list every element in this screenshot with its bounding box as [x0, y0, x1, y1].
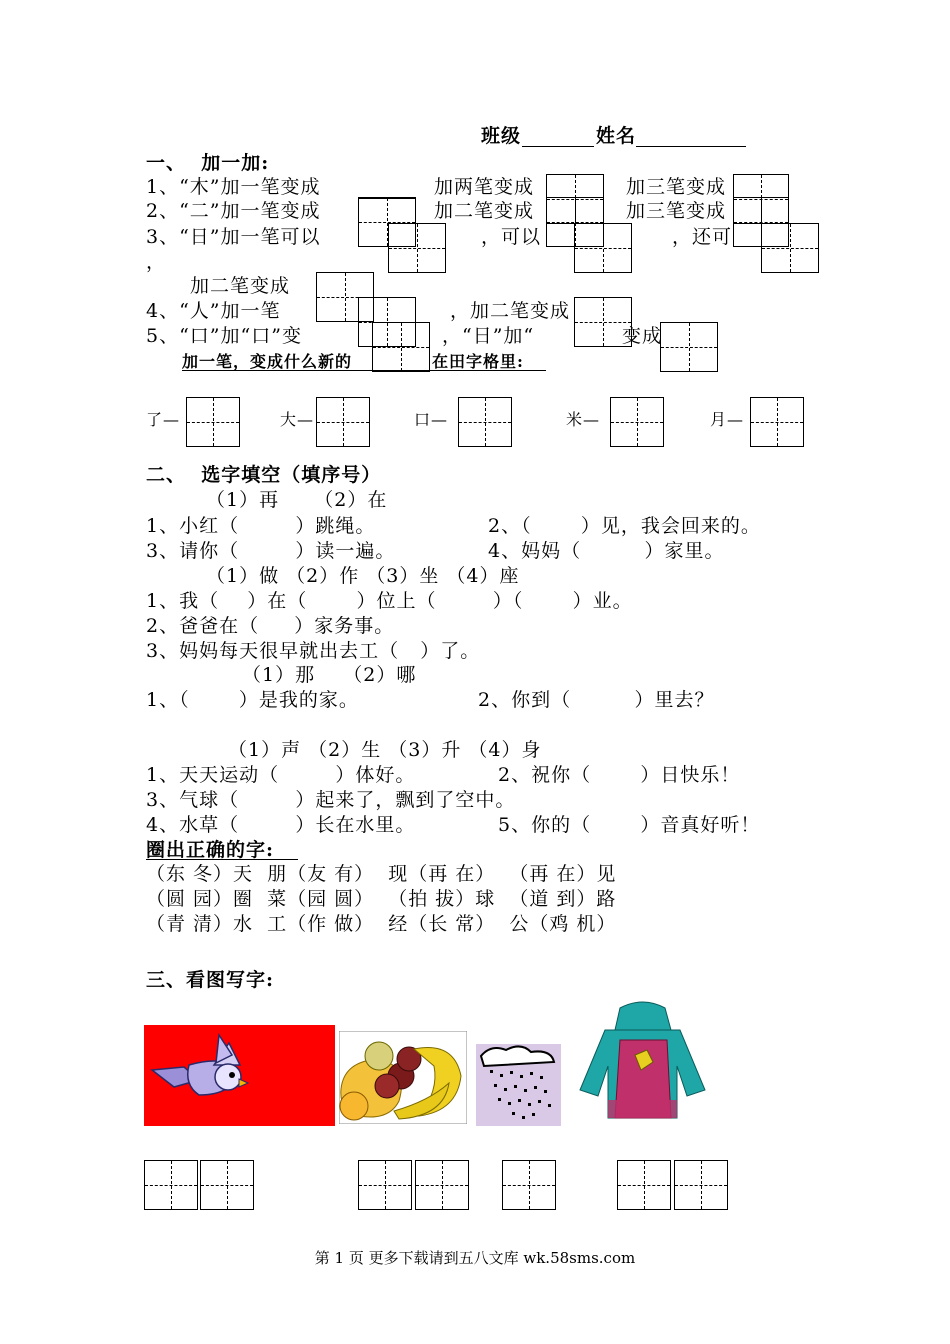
g2-q3: 3、妈妈每天很早就出去工（ ）了。	[146, 640, 481, 662]
g1-q3: 3、请你（ ）读一遍。	[146, 540, 396, 562]
q3-text-e: 加二笔变成	[190, 275, 291, 297]
tianzi-grid[interactable]	[200, 1160, 254, 1210]
section2-title: 二、 选字填空（填序号）	[146, 464, 382, 486]
q2-text-c: 加三笔变成	[626, 200, 727, 222]
group2-options: （1）做 （2）作 （3）坐 （4）座	[206, 565, 520, 587]
tianzi-grid[interactable]	[574, 223, 632, 273]
class-blank[interactable]	[522, 146, 594, 147]
section1-title: 一、 加一加:	[146, 152, 270, 174]
fruit-picture	[339, 1031, 467, 1124]
tianzi-grid[interactable]	[617, 1160, 671, 1210]
q5-text-b: ，“日”加“	[442, 325, 535, 347]
q5-text-a: 5、“口”加“口”变	[146, 325, 302, 347]
q2-text-b: 加二笔变成	[434, 200, 535, 222]
circle-title: 圈出正确的字:	[146, 839, 275, 861]
raincoat-picture	[575, 1000, 710, 1126]
char-prompt: 月—	[710, 410, 745, 429]
q1-text-c: 加三笔变成	[626, 176, 727, 198]
tianzi-grid[interactable]	[610, 397, 664, 447]
g1-q1: 1、小红（ ）跳绳。	[146, 515, 376, 537]
class-label: 班级	[481, 125, 522, 147]
tianzi-grid[interactable]	[358, 1160, 412, 1210]
g2-q1: 1、我（ ）在（ ）位上（ ）（ ）业。	[146, 590, 633, 612]
g3-q2: 2、你到（ ）里去？	[478, 689, 715, 711]
group1-options: （1）再 （2）在	[206, 489, 388, 511]
tianzi-grid[interactable]	[388, 223, 446, 273]
g4-q3: 3、气球（ ）起来了，飘到了空中。	[146, 789, 516, 811]
tianzi-grid[interactable]	[761, 223, 819, 273]
g4-q2: 2、祝你（ ）日快乐！	[498, 764, 741, 786]
char-prompt: 大—	[280, 410, 315, 429]
g1-q2: 2、（ ）见，我会回来的。	[488, 515, 761, 537]
q3-text-c: ，还可	[672, 226, 733, 248]
q5-text-c: 变成	[622, 325, 663, 347]
char-prompt: 米—	[566, 410, 601, 429]
section3-title: 三、看图写字:	[146, 969, 275, 991]
g1-q4: 4、妈妈（ ）家里。	[488, 540, 725, 562]
tianzi-grid[interactable]	[660, 322, 718, 372]
group3-options: （1）那 （2）哪	[242, 664, 417, 686]
q2-text-a: 2、“二”加一笔变成	[146, 200, 321, 222]
g4-q1: 1、天天运动（ ）体好。	[146, 764, 416, 786]
tianzi-grid[interactable]	[144, 1160, 198, 1210]
g4-q5: 5、你的（ ）音真好听！	[498, 814, 761, 836]
q3-text-b: ，可以	[481, 226, 542, 248]
tianzi-grid[interactable]	[316, 397, 370, 447]
tianzi-grid[interactable]	[372, 322, 430, 372]
tianzi-grid[interactable]	[415, 1160, 469, 1210]
circle-row: （青 清）水 工（作 做） 经（长 常） 公（鸡 机）	[146, 913, 617, 935]
circle-row: （圆 园）圈 菜（园 圆） （拍 拔）球 （道 到）路	[146, 888, 617, 910]
q1-text-a: 1、“木”加一笔变成	[146, 176, 321, 198]
tianzi-grid[interactable]	[186, 397, 240, 447]
tianzi-grid[interactable]	[458, 397, 512, 447]
tianzi-grid[interactable]	[574, 297, 632, 347]
q4-text-b: ，加二笔变成	[450, 300, 571, 322]
instruction-underline	[182, 370, 546, 371]
g2-q2: 2、爸爸在（ ）家务事。	[146, 615, 395, 637]
q4-text-a: 4、“人”加一笔	[146, 300, 281, 322]
name-label: 姓名	[596, 125, 637, 147]
q1-text-b: 加两笔变成	[434, 176, 535, 198]
instruction-text-end: 在田字格里:	[432, 352, 524, 371]
page-footer: 第 1 页 更多下载请到五八文库 wk.58sms.com	[314, 1249, 636, 1267]
tianzi-grid[interactable]	[502, 1160, 556, 1210]
char-prompt: 口—	[414, 410, 449, 429]
g3-q1: 1、（ ）是我的家。	[146, 689, 359, 711]
instruction-text: 加一笔，变成什么新的	[182, 352, 353, 371]
bird-picture	[144, 1025, 335, 1126]
q3-text-a: 3、“日”加一笔可以	[146, 226, 321, 248]
tianzi-grid[interactable]	[750, 397, 804, 447]
group4-options: （1）声 （2）生 （3）升 （4）身	[228, 739, 542, 761]
char-prompt: 了—	[146, 410, 181, 429]
g4-q4: 4、水草（ ）长在水里。	[146, 814, 416, 836]
q3-text-d: ，	[146, 251, 167, 273]
rain-cloud-picture	[476, 1044, 561, 1126]
tianzi-grid[interactable]	[674, 1160, 728, 1210]
circle-title-underline	[146, 859, 298, 860]
name-blank[interactable]	[636, 146, 746, 147]
circle-row: （东 冬）天 朋（友 有） 现（再 在） （再 在）见	[146, 863, 617, 885]
